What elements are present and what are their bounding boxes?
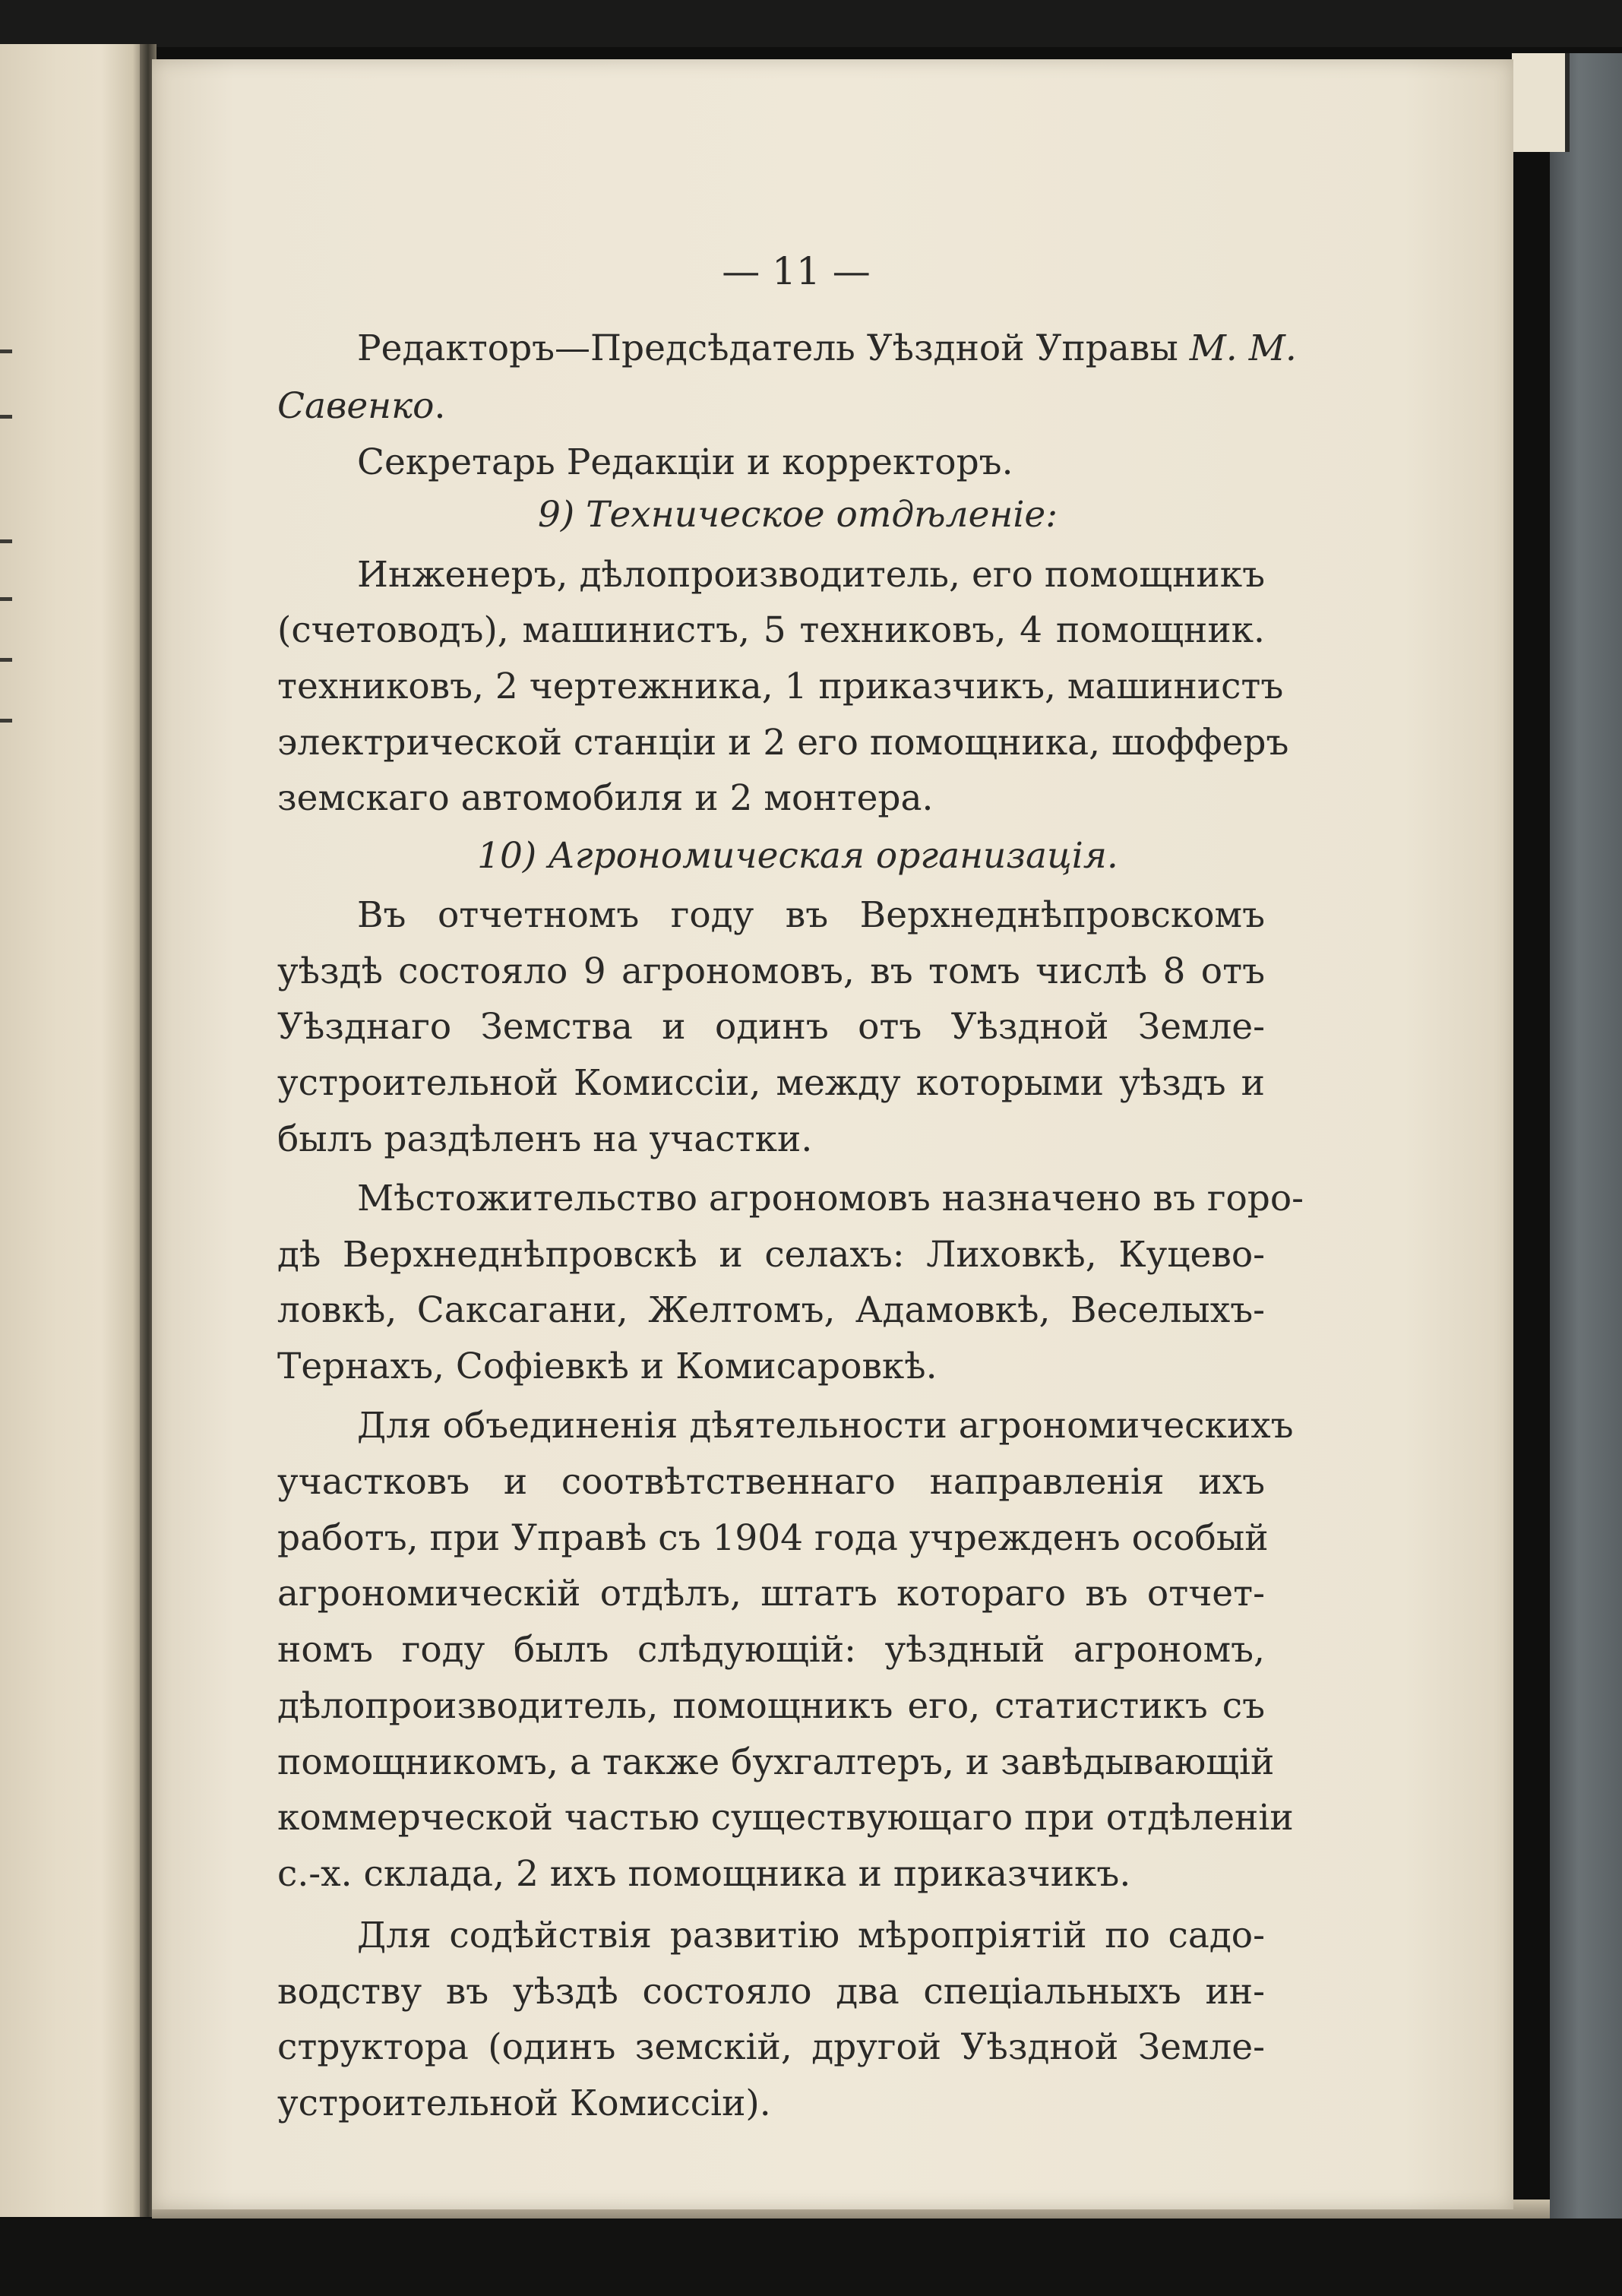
paragraph-1-line: уѣздѣ состояло 9 агрономовъ, въ томъ числѣ 8 отъ (277, 950, 1265, 992)
page-number: — 11 — (722, 249, 871, 293)
section-9-line: техниковъ, 2 чертежника, 1 приказчикъ, машинистъ (277, 665, 1284, 707)
section-9-line: Инженеръ, дѣлопроизводитель, его помощникъ (357, 553, 1265, 596)
paragraph-3-line: работъ, при Управѣ съ 1904 года учрежденъ особый (277, 1516, 1269, 1559)
editor-surname-line (277, 385, 446, 428)
paragraph-4-line: водству въ уѣздѣ состояло два спеціальныхъ ин- (277, 1970, 1265, 2013)
paragraph-3-line: агрономическій отдѣлъ, штатъ котораго въ отчет- (277, 1573, 1265, 1615)
left-page-text-fragment (0, 719, 12, 723)
paragraph-4-line: устроительной Комиссіи). (277, 2083, 771, 2124)
editor-initials: М. М. (1189, 327, 1297, 369)
left-page-text-fragment (0, 658, 12, 662)
facing-left-page (0, 44, 144, 2217)
section-10-heading: 10) Агрономическая организація. (477, 834, 1118, 877)
left-page-text-fragment (0, 539, 12, 543)
editor-period: . (434, 385, 446, 428)
left-page-text-fragment (0, 415, 12, 419)
dark-top-background (0, 0, 1622, 47)
section-9-heading: 9) Техническое отдѣленіе: (537, 494, 1058, 536)
secretary-line: Секретарь Редакціи и корректоръ. (357, 441, 1013, 484)
paragraph-2-line: ловкѣ, Саксагани, Желтомъ, Адамовкѣ, Веселыхъ- (277, 1289, 1265, 1332)
book-cover-edge (1550, 53, 1622, 2234)
editor-text: Редакторъ—Предсѣдатель Уѣздной Управы (357, 327, 1190, 369)
paragraph-1-line: былъ раздѣленъ на участки. (277, 1118, 813, 1160)
left-page-text-fragment (0, 349, 12, 353)
paragraph-4-line: Для содѣйствія развитію мѣропріятій по садо- (357, 1914, 1265, 1956)
editor-surname: Савенко (277, 385, 435, 428)
paragraph-3-line: дѣлопроизводитель, помощникъ его, статистикъ съ (277, 1684, 1265, 1727)
editor-line (357, 327, 1297, 369)
book-cover-flap (1512, 53, 1570, 152)
paragraph-2-line: Тернахъ, Софіевкѣ и Комисаровкѣ. (277, 1346, 937, 1388)
paragraph-3-line: Для объединенія дѣятельности агрономическихъ (357, 1405, 1294, 1447)
paragraph-2-line: Мѣстожительство агрономовъ назначено въ горо- (357, 1178, 1304, 1220)
paragraph-3-line: номъ году былъ слѣдующій: уѣздный агрономъ, (277, 1629, 1265, 1671)
section-9-line: электрической станціи и 2 его помощника, шофферъ (277, 721, 1289, 764)
paragraph-4-line: структора (одинъ земскій, другой Уѣздной Земле- (277, 2026, 1265, 2069)
paragraph-1-line: Уѣзднаго Земства и одинъ отъ Уѣздной Земле- (277, 1006, 1265, 1048)
paragraph-3-line: помощникомъ, а также бухгалтеръ, и завѣдывающій (277, 1741, 1275, 1783)
paragraph-3-line: участковъ и соотвѣтственнаго направленія ихъ (277, 1461, 1265, 1504)
paragraph-1-line: устроительной Комиссіи, между которыми уѣздъ и (277, 1062, 1265, 1105)
paragraph-3-line: коммерческой частью существующаго при отдѣленіи (277, 1797, 1294, 1839)
paragraph-3-line: с.-х. склада, 2 ихъ помощника и приказчикъ. (277, 1852, 1131, 1895)
dark-bottom-background (0, 2219, 1622, 2296)
left-page-text-fragment (0, 597, 12, 601)
section-9-line: земскаго автомобиля и 2 монтера. (277, 777, 934, 820)
section-9-line: (счетоводъ), машинистъ, 5 техниковъ, 4 помощник. (277, 609, 1265, 652)
paragraph-2-line: дѣ Верхнеднѣпровскѣ и селахъ: Лиховкѣ, Куцево- (277, 1233, 1265, 1276)
paragraph-1-line: Въ отчетномъ году въ Верхнеднѣпровскомъ (357, 894, 1265, 937)
